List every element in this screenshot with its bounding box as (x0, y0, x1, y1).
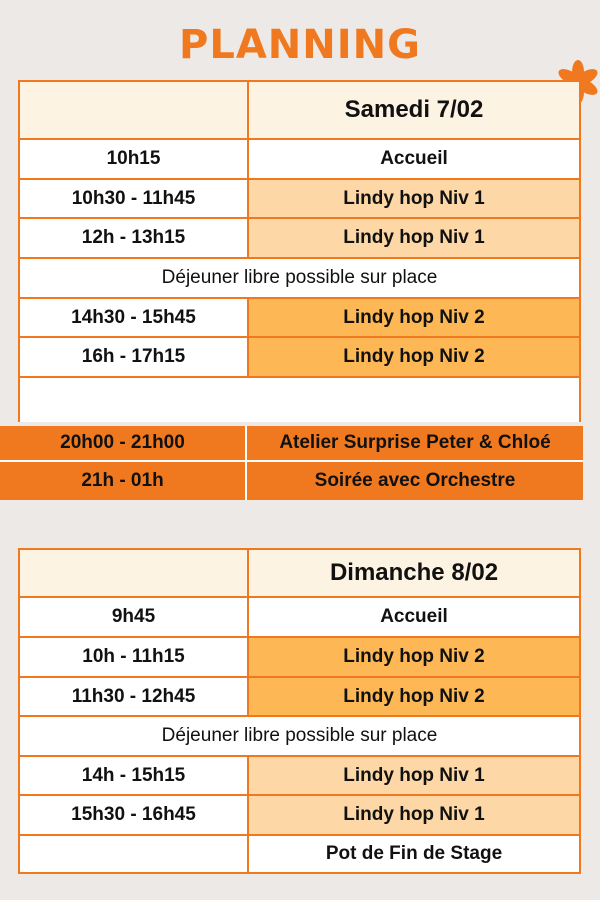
table-row (18, 259, 581, 299)
table-row (18, 219, 581, 259)
time-cell: 12h - 13h15 (20, 219, 249, 257)
day-header-row (18, 80, 581, 140)
day-header-row (18, 550, 581, 598)
event-cell: Lindy hop Niv 2 (249, 299, 579, 336)
time-cell: 10h - 11h15 (20, 638, 249, 676)
page-title: PLANNING (179, 22, 421, 68)
event-cell: Atelier Surprise Peter & Chloé (279, 432, 551, 453)
time-cell: 10h30 - 11h45 (20, 180, 249, 217)
table-row (18, 338, 581, 378)
time-cell: 11h30 - 12h45 (20, 678, 249, 715)
schedule-table (18, 80, 581, 874)
event-cell: Lindy hop Niv 2 (249, 338, 579, 376)
time-cell: 21h - 01h (0, 462, 247, 500)
event-cell: Lindy hop Niv 1 (249, 180, 579, 217)
time-cell: 9h45 (20, 598, 249, 636)
time-cell (20, 836, 249, 872)
table-row (18, 638, 581, 678)
blank-row (18, 378, 581, 422)
event-cell: Lindy hop Niv 2 (249, 638, 579, 676)
lunch-note: Déjeuner libre possible sur place (161, 267, 438, 288)
event-cell: Soirée avec Orchestre (314, 470, 516, 491)
table-row (18, 796, 581, 836)
event-cell: Lindy hop Niv 1 (249, 757, 579, 794)
section-separator (18, 500, 581, 550)
table-row (0, 422, 583, 462)
event-cell: Accueil (380, 148, 448, 169)
table-row (18, 299, 581, 338)
event-cell: Lindy hop Niv 1 (249, 796, 579, 834)
time-cell: 20h00 - 21h00 (0, 426, 247, 460)
header-empty-cell (20, 82, 249, 138)
lunch-note: Déjeuner libre possible sur place (161, 725, 438, 746)
table-row (0, 462, 583, 500)
event-cell: Lindy hop Niv 1 (249, 219, 579, 257)
table-row (18, 140, 581, 180)
day-heading: Dimanche 8/02 (329, 559, 499, 586)
time-cell: 16h - 17h15 (20, 338, 249, 376)
event-cell: Lindy hop Niv 2 (249, 678, 579, 715)
table-row (18, 678, 581, 717)
table-row (18, 836, 581, 874)
header-empty-cell (20, 550, 249, 596)
table-row (18, 717, 581, 757)
time-cell: 14h - 15h15 (20, 757, 249, 794)
event-cell: Pot de Fin de Stage (325, 843, 503, 864)
table-row (18, 757, 581, 796)
time-cell: 15h30 - 16h45 (20, 796, 249, 834)
event-cell: Accueil (380, 606, 448, 627)
time-cell: 10h15 (20, 140, 249, 178)
day-heading: Samedi 7/02 (344, 96, 484, 123)
time-cell: 14h30 - 15h45 (20, 299, 249, 336)
table-row (18, 598, 581, 638)
table-row (18, 180, 581, 219)
